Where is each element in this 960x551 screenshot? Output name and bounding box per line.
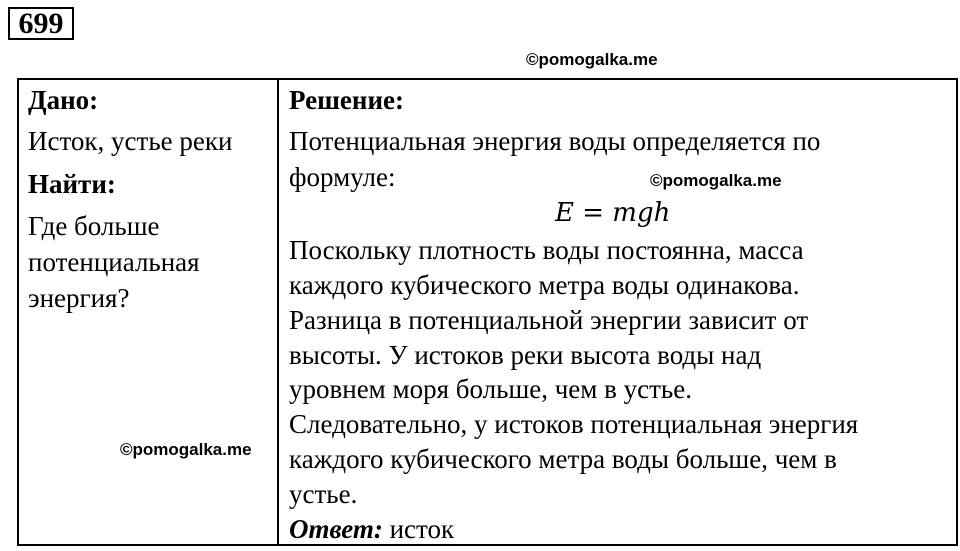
find-line: потенциальная [28, 247, 200, 277]
given-text: Исток, устье реки [28, 126, 233, 156]
watermark-top: ©pomogalka.me [526, 50, 658, 69]
solution-intro-line: Потенциальная энергия воды определяется по [289, 126, 821, 156]
answer-label: Ответ: [289, 514, 383, 544]
watermark-middle: ©pomogalka.me [650, 171, 782, 190]
watermark-left: ©pomogalka.me [120, 440, 252, 459]
solution-body-line: Разница в потенциальной энергии зависит от [289, 305, 809, 335]
solution-body-line: каждого кубического метра воды одинакова. [289, 270, 800, 300]
table-column-divider [277, 78, 279, 546]
find-label: Найти: [28, 169, 116, 199]
solution-body-line: каждого кубического метра воды больше, чем в [289, 444, 837, 474]
answer-line [289, 512, 454, 546]
solution-body-line: высоты. У истоков реки высота воды над [289, 340, 762, 370]
energy-formula: E = mgh [555, 198, 671, 228]
find-line: Где больше [28, 211, 160, 241]
solution-body-line: Поскольку плотность воды постоянна, масса [289, 235, 804, 265]
solution-label: Решение: [289, 85, 404, 115]
solution-body-line: уровнем моря больше, чем в устье. [289, 374, 692, 404]
solution-body-line: Следовательно, у истоков потенциальная энергия [289, 409, 859, 439]
find-line: энергия? [28, 283, 130, 313]
solution-body-line: устье. [289, 479, 358, 509]
given-label: Дано: [28, 85, 99, 115]
solution-intro-line: формуле: [289, 162, 396, 192]
answer-text: исток [382, 514, 455, 544]
problem-number: 699 [8, 7, 74, 40]
